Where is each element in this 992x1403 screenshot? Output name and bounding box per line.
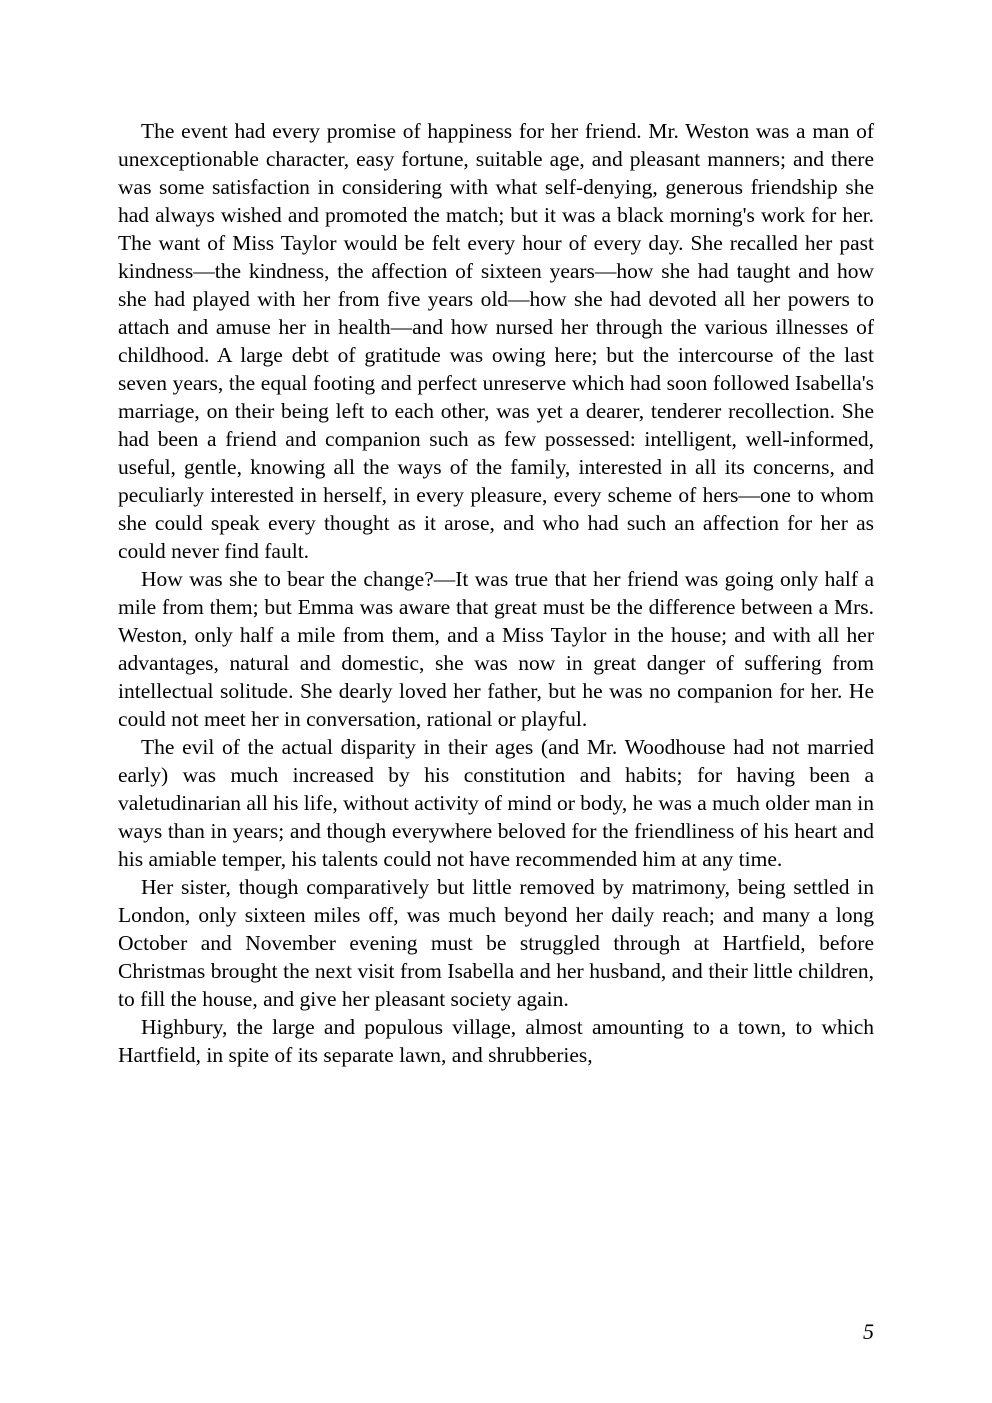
page-body xyxy=(118,117,874,1069)
paragraph: Her sister, though comparatively but little removed by matrimony, being settled in London, only sixteen miles off, was much beyond her daily reach; and many a long October and November evening must be struggled through at Hartfield, before Christmas brought the next visit from Isabella and her husband, and their little children, to fill the house, and give her pleasant society again. xyxy=(118,875,874,1011)
paragraph: The evil of the actual disparity in their ages (and Mr. Woodhouse had not married early) was much increased by his constitution and habits; for having been a valetudinarian all his life, without activity of mind or body, he was a much older man in ways than in years; and though everywhere beloved for the friendliness of his heart and his amiable temper, his talents could not have recommended him at any time. xyxy=(118,735,874,871)
paragraph: How was she to bear the change?—It was true that her friend was going only half a mile from them; but Emma was aware that great must be the difference between a Mrs. Weston, only half a mile from them, and a Miss Taylor in the house; and with all her advantages, natural and domestic, she was now in great danger of suffering from intellectual solitude. She dearly loved her father, but he was no companion for her. He could not meet her in conversation, rational or playful. xyxy=(118,567,874,731)
paragraph: The event had every promise of happiness for her friend. Mr. Weston was a man of unexceptionable character, easy fortune, suitable age, and pleasant manners; and there was some satisfaction in considering with what self-denying, generous friendship she had always wished and promoted the match; but it was a black morning's work for her. The want of Miss Taylor would be felt every hour of every day. She recalled her past kindness—the kindness, the affection of sixteen years—how she had taught and how she had played with her from five years old—how she had devoted all her powers to attach and amuse her in health—and how nursed her through the various illnesses of childhood. A large debt of gratitude was owing here; but the intercourse of the last seven years, the equal footing and perfect unreserve which had soon followed Isabella's marriage, on their being left to each other, was yet a dearer, tenderer recollection. She had been a friend and companion such as few possessed: intelligent, well-informed, useful, gentle, knowing all the ways of the family, interested in all its concerns, and peculiarly interested in herself, in every pleasure, every scheme of hers—one to whom she could speak every thought as it arose, and who had such an affection for her as could never find fault. xyxy=(118,119,874,563)
paragraph: Highbury, the large and populous village, almost amounting to a town, to which Hartfield, in spite of its separate lawn, and shrubberies, xyxy=(118,1015,874,1067)
page-number: 5 xyxy=(863,1319,874,1344)
